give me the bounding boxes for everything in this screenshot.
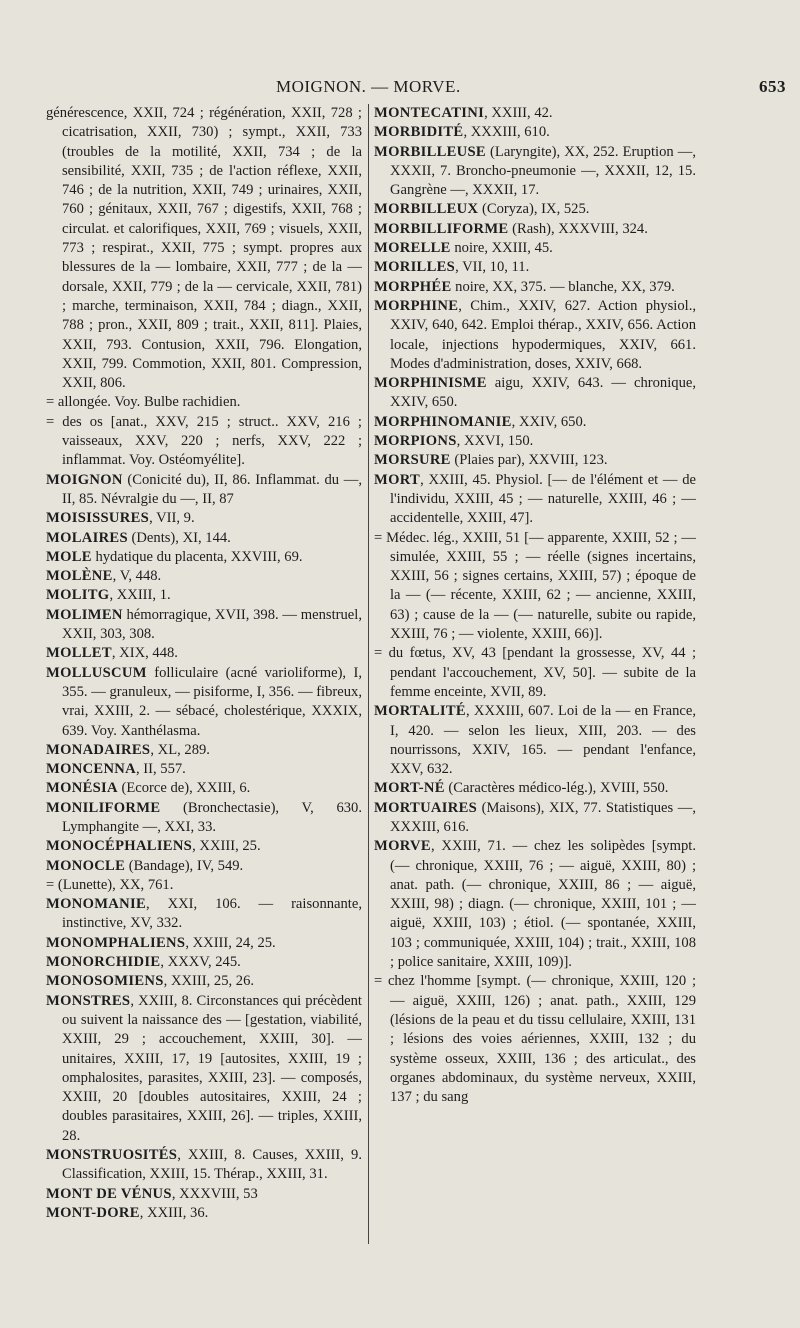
entry-headword: MORBILLEUX [374,201,479,218]
entry-headword: MORBILLEUSE [374,143,486,160]
index-entry [46,799,362,838]
entry-headword: MOLLUSCUM [46,664,147,681]
entry-headword: MONT DE VÉNUS [46,1185,172,1202]
entry-text: , XXXVIII, 53 [171,1185,258,1202]
entry-headword: MOLIMEN [46,606,123,623]
entry-text: , V, 448. [112,568,162,585]
entry-headword: MORTUAIRES [374,799,478,816]
index-entry [46,529,362,548]
index-entry [46,1185,362,1204]
entry-text: , Chim., XXIV, 627. Action physiol., XXIV, 640, 642. Emploi thérap., XXIV, 656. Action locale, injections hypodermiques, XXIV, 661. Modes d'administration, doses, XXIV, 668. [390,297,696,372]
index-entry [374,200,696,219]
column-divider [368,104,369,1244]
entry-text: aigu, XXIV, 643. — chronique, XXIV, 650. [390,375,696,411]
index-entry [46,1146,362,1185]
entry-text: (Bandage), IV, 549. [125,857,244,874]
entry-headword: MOLITG [46,587,110,604]
entry-headword: MONOCÉPHALIENS [46,838,193,855]
entry-text: , XXIV, 650. [511,413,587,430]
index-entry [46,471,362,510]
entry-headword: MONSTRUOSITÉS [46,1147,178,1164]
index-entry [374,799,696,838]
entry-text: hémorragique, XVII, 398. — menstruel, XXII, 303, 308. [62,606,362,643]
entry-headword: MOLE [46,548,92,565]
entry-headword: MONILIFORME [46,799,161,816]
entry-text: (Bronchectasie), V, 630. Lymphangite —, XXI, 33. [62,799,362,835]
entry-headword: MORT [374,471,421,488]
entry-headword: MOLLET [46,645,112,662]
index-entry [46,413,362,471]
entry-headword: MORELLE [374,240,451,257]
index-entry [374,451,696,470]
index-entry [374,837,696,972]
entry-headword: MORPHÉE [374,278,452,295]
entry-text: générescence, XXII, 724 ; régénération, XXII, 728 ; cicatrisation, XXII, 730) ; sympt., XXII, 733 (troubles de la motilité, XXII, 734 ; de la sensibilité, XXII, 735 ; de l'action réflexe, XXII, 746 ; de la nutrition, XXII, 749 ; urinaires, XXII, 760 ; génitaux, XXII, 767 ; digestifs, XXII, 768 ; circulat. et calorifiques, XXII, 769 ; visuels, XXII, 773 ; respirat., XXII, 775 ; sympt. propres aux blessures de la — lombaire, XXII, 777 ; de la — dorsale, XXII, 779 ; de la — cervicale, XXII, 781) ; marche, terminaison, XXII, 784 ; diagn., XXII, 788 ; pron., XXII, 809 ; trait., XXII, 811]. Plaies, XXII, 793. Contusion, XXII, 796. Elongation, XXII, 799. Commotion, XXII, 801. Compression, XXII, 806. [46,105,362,392]
entry-text: , XXIII, 1. [109,587,171,604]
index-entry [46,548,362,567]
entry-headword: MOLÈNE [46,568,113,585]
entry-text: (Ecorce de), XXIII, 6. [117,780,251,797]
index-entry [374,143,696,201]
entry-headword: MONT-DORE [46,1204,140,1221]
index-entry [374,702,696,779]
entry-text: = chez l'homme [sympt. (— chronique, XXIII, 120 ; — aiguë, XXIII, 126) ; anat. path., XXIII, 129 (lésions de la peau et du tissu cellulaire, XXIII, 131 ; lésions des voies aériennes, XXIII, 132 ; du système osseux, XXIII, 136 ; des articulat., des organes abdominaux, du système nerveux, XXIII, 137 ; du sang [374,973,696,1106]
entry-headword: MONORCHIDIE [46,954,161,971]
entry-text: (Maisons), XIX, 77. Statistiques —, XXXIII, 616. [390,799,696,835]
entry-text: , VII, 9. [149,510,195,527]
entry-text: , XXIII, 36. [139,1204,209,1221]
index-entry [374,779,696,798]
index-entry [46,606,362,645]
entry-text: = du fœtus, XV, 43 [pendant la grossesse, XV, 44 ; pendant l'accouchement, XV, 50]. — subite de la femme enceinte, XVII, 89. [374,645,696,700]
entry-text: (Coryza), IX, 525. [478,201,590,218]
entry-headword: MOISISSURES [46,510,150,527]
entry-text: = allongée. Voy. Bulbe rachidien. [46,394,241,411]
entry-headword: MONOMANIE [46,896,146,913]
entry-headword: MOLAIRES [46,529,128,546]
index-entry [374,471,696,529]
entry-text: , XXIII, 8. Causes, XXIII, 9. Classification, XXIII, 15. Thérap., XXIII, 31. [62,1147,362,1183]
index-entry [374,413,696,432]
entry-headword: MORVE [374,838,431,855]
entry-headword: MONOSOMIENS [46,973,164,990]
entry-text: folliculaire (acné varioliforme), I, 355. — granuleux, — pisiforme, I, 356. — fibreux, vrai, XXIII, 2. — sébacé, cholestérique, XXXIX, 639. Voy. Xanthélasma. [62,664,362,739]
index-entry [46,509,362,528]
entry-text: hydatique du placenta, XXVIII, 69. [91,548,303,565]
index-entry [46,586,362,605]
entry-text: (Conicité du), II, 86. Inflammat. du —, II, 85. Névralgie du —, II, 87 [62,471,362,507]
index-entry [374,432,696,451]
entry-text: , II, 557. [135,761,186,778]
index-entry [46,972,362,991]
entry-headword: MONÉSIA [46,780,118,797]
entry-text: = Médec. lég., XXIII, 51 [— apparente, XXIII, 52 ; — simulée, XXIII, 55 ; — réelle (signes incertains, XXIII, 56 ; signes certains, XXIII, 57) ; époque de la — (— récente, XXIII, 62 ; — ancienne, XXIII, 63) ; cause de la — (— naturelle, subite ou rapide, XXIII, 76 ; — violente, XXIII, 66)]. [374,529,696,643]
entry-text: (Caractères médico-lég.), XVIII, 550. [444,780,669,797]
entry-headword: MONOCLE [46,857,126,874]
page-title: MOIGNON. — MORVE. [276,77,461,96]
left-column [46,104,362,1254]
entry-text: noire, XX, 375. — blanche, XX, 379. [451,278,675,295]
entry-headword: MORPHINE [374,297,459,314]
entry-headword: MORPHINOMANIE [374,413,512,430]
index-entry [46,837,362,856]
index-entry [46,741,362,760]
entry-text: , XXXIII, 610. [463,124,550,141]
index-entry [46,760,362,779]
entry-headword: MORT-NÉ [374,780,445,797]
index-entry [374,972,696,1107]
entry-headword: MORTALITÉ [374,703,466,720]
index-entry [374,278,696,297]
page-number: 653 [759,77,786,96]
index-entry [46,104,362,393]
index-entry [374,239,696,258]
entry-headword: MORILLES [374,259,456,276]
entry-text: , VII, 10, 11. [455,259,530,276]
entry-headword: MOIGNON [46,471,123,488]
entry-text: noire, XXIII, 45. [450,240,553,257]
entry-headword: MONOMPHALIENS [46,934,186,951]
entry-text: (Dents), XI, 144. [127,529,231,546]
entry-text: , XXVI, 150. [456,433,534,450]
index-entry [46,934,362,953]
index-entry [46,992,362,1146]
running-header [46,77,786,101]
entry-text: , XXIII, 25, 26. [163,973,255,990]
entry-text: , XXIII, 45. Physiol. [— de l'élément et — de l'individu, XXIII, 45 ; — naturelle, XXIII, 46 ; — accidentelle, XXIII, 47]. [390,471,696,527]
entry-text: , XXIII, 25. [192,838,261,855]
entry-text: (Plaies par), XXVIII, 123. [450,452,608,469]
entry-text: , XXXIII, 607. Loi de la — en France, I, 420. — selon les lieux, XIII, 203. — des nourrissons, XXIV, 165. — pendant l'enfance, XXV, 632. [390,703,696,778]
entry-text: (Laryngite), XX, 252. Eruption —, XXXII, 7. Broncho-pneumonie —, XXXII, 12, 15. Gangrène —, XXXII, 17. [390,143,696,199]
index-entry [46,953,362,972]
entry-text: , XL, 289. [150,741,210,758]
index-entry [374,220,696,239]
entry-headword: MONCENNA [46,761,136,778]
entry-text: = des os [anat., XXV, 215 ; struct.. XXV, 216 ; vaisseaux, XXV, 220 ; nerfs, XXV, 222 ; inflammat. Voy. Ostéomyélite]. [46,413,362,469]
index-entry [374,258,696,277]
index-entry [46,876,362,895]
entry-text: , XXI, 106. — raisonnante, instinctive, XV, 332. [62,896,362,932]
entry-headword: MORBILLIFORME [374,220,509,237]
index-entry [46,895,362,934]
entry-headword: MONADAIRES [46,741,151,758]
entry-text: , XXXV, 245. [160,954,241,971]
entry-headword: MORBIDITÉ [374,124,464,141]
index-entry [46,857,362,876]
entry-headword: MORSURE [374,452,451,469]
index-entry [46,1204,362,1223]
index-entry [374,644,696,702]
index-entry [46,664,362,741]
entry-text: , XXIII, 71. — chez les solipèdes [sympt. (— chronique, XXIII, 76 ; — aiguë, XXIII, 80) ; anat. path. (— chronique, XXIII, 86 ; — aiguë, XXIII, 98) ; diagn. (— chronique, XXIII, 101 ; — aiguë, XXIII, 103) ; étiol. (— spontanée, XXIII, 103 ; communiquée, XXIII, 104) ; trait., XXIII, 108 ; police sanitaire, XXIII, 109)]. [390,838,696,971]
entry-text: , XXIII, 24, 25. [185,934,276,951]
index-entry [374,529,696,645]
entry-headword: MORPIONS [374,433,457,450]
entry-text: , XXIII, 8. Circonstances qui précèdent ou suivent la naissance des — [gestation, viabilité, XXIII, 29 ; accouchement, XXIII, 30]. — unitaires, XXIII, 17, 19 [autosites, XXIII, 19 ; omphalosites, parasites, XXIII, 23]. — composés, XXIII, 20 [doubles autositaires, XXIII, 24 ; doubles parasitaires, XXIII, 26]. — triples, XXIII, 28. [62,992,362,1144]
entry-text: (Rash), XXXVIII, 324. [508,220,648,237]
entry-text: , XXIII, 42. [484,105,553,121]
right-column [374,104,696,1254]
index-entry [374,374,696,413]
entry-headword: MORPHINISME [374,375,487,392]
entry-text: = (Lunette), XX, 761. [46,876,174,893]
index-entry [374,123,696,142]
entry-headword: MONTECATINI [374,105,485,121]
index-entry [46,779,362,798]
entry-text: , XIX, 448. [111,645,178,662]
index-entry [46,393,362,412]
index-entry [374,297,696,374]
index-entry [374,104,696,123]
index-entry [46,644,362,663]
index-entry [46,567,362,586]
entry-headword: MONSTRES [46,992,131,1009]
